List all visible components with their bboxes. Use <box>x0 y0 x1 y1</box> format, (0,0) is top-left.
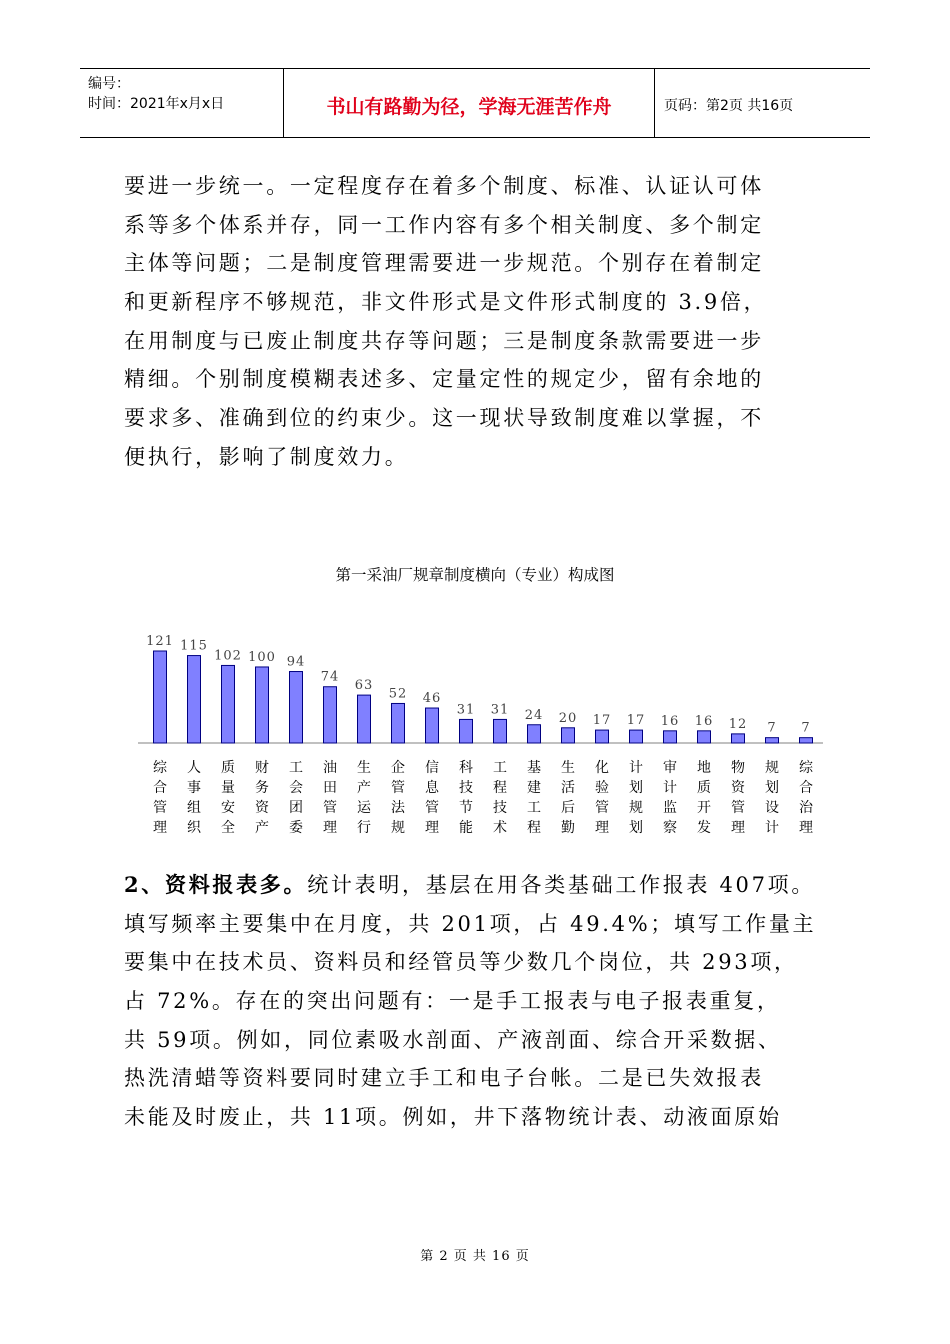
document-number-label: 编号： <box>88 76 130 92</box>
bar <box>562 728 575 743</box>
bar <box>290 672 303 743</box>
paragraph-line: 精细。个别制度模糊表述多、定量定性的规定少，留有余地的 <box>124 367 764 392</box>
bar-value-label: 100 <box>248 649 276 665</box>
category-label: 油田管理 <box>323 760 337 836</box>
category-label: 规划设计 <box>765 760 779 836</box>
bar-chart <box>0 560 950 860</box>
document-date: 时间：2021年x月x日 <box>88 96 225 112</box>
paragraph-line: 要集中在技术员、资料员和经管员等少数几个岗位，共 293项， <box>124 950 798 975</box>
bar-value-label: 17 <box>626 713 646 729</box>
paragraph-line: 在用制度与已废止制度共存等问题；三是制度条款需要进一步 <box>124 328 764 353</box>
paragraph-line: 便执行，影响了制度效力。 <box>124 444 409 469</box>
category-label: 质量安全 <box>221 760 235 836</box>
bar <box>324 687 337 743</box>
bar <box>222 665 235 743</box>
bar <box>800 738 813 743</box>
body-paragraph-1 <box>124 167 829 477</box>
paragraph-line-rest: 统计表明，基层在用各类基础工作报表 407项。 <box>307 873 816 897</box>
category-label: 生产运行 <box>357 760 371 836</box>
bar <box>426 708 439 743</box>
header-info <box>80 69 283 137</box>
bar-value-label: 115 <box>180 638 208 654</box>
category-label: 综合管理 <box>153 760 167 836</box>
bar <box>732 734 745 743</box>
bar-value-label: 24 <box>524 707 544 723</box>
bar-value-label: 31 <box>490 702 510 718</box>
paragraph-line: 占 72%。存在的突出问题有：一是手工报表与电子报表重复， <box>124 989 781 1014</box>
category-label: 企管法规 <box>391 760 405 836</box>
bar <box>256 667 269 743</box>
paragraph-line: 未能及时废止，共 11项。例如，井下落物统计表、动液面原始 <box>124 1105 782 1130</box>
bar-value-label: 12 <box>728 716 748 732</box>
bar <box>154 651 167 743</box>
bar-value-label: 52 <box>388 686 408 702</box>
bar-value-label: 17 <box>592 713 612 729</box>
header-page-info: 页码：第2页 共16页 <box>664 97 794 114</box>
bar <box>766 738 779 743</box>
category-label: 财务资产 <box>255 760 269 836</box>
paragraph-line: 共 59项。例如，同位素吸水剖面、产液剖面、综合开采数据、 <box>124 1027 782 1052</box>
bar-value-label: 16 <box>660 713 680 729</box>
section-heading: 2、资料报表多。 <box>124 872 308 897</box>
bar <box>664 731 677 743</box>
bar <box>528 725 541 743</box>
category-label: 人事组织 <box>187 760 201 836</box>
bar <box>188 656 201 743</box>
bar <box>698 731 711 743</box>
bar-value-label: 16 <box>694 713 714 729</box>
bar-value-label: 46 <box>422 691 442 707</box>
category-label: 生活后勤 <box>561 760 575 836</box>
bar-value-label: 102 <box>214 648 242 664</box>
paragraph-line: 系等多个体系并存，同一工作内容有多个相关制度、多个制定 <box>124 212 764 237</box>
paragraph-first-line <box>124 866 829 905</box>
category-label: 地质开发 <box>697 760 711 836</box>
bar <box>596 730 609 743</box>
category-label: 信息管理 <box>425 760 439 836</box>
body-paragraph-2 <box>124 866 829 1137</box>
bar <box>460 719 473 743</box>
category-label: 工会团委 <box>289 760 303 836</box>
paragraph-line: 要进一步统一。一定程度存在着多个制度、标准、认证认可体 <box>124 174 764 198</box>
paragraph-line: 热洗清蜡等资料要同时建立手工和电子台帐。二是已失效报表 <box>124 1066 764 1091</box>
category-label: 工程技术 <box>493 760 507 836</box>
chart-title: 第一采油厂规章制度横向（专业）构成图 <box>335 566 615 584</box>
category-label: 基建工程 <box>527 760 541 836</box>
category-label: 科技节能 <box>459 760 473 836</box>
bar-value-label: 63 <box>354 678 374 694</box>
bar <box>392 703 405 743</box>
bar-value-label: 20 <box>558 710 578 726</box>
bar <box>358 695 371 743</box>
page-footer: 第 2 页 共 16 页 <box>420 1249 530 1264</box>
paragraph-line: 主体等问题；二是制度管理需要进一步规范。个别存在着制定 <box>124 251 764 276</box>
bar-value-label: 7 <box>767 720 777 736</box>
bar-value-label: 121 <box>146 634 174 649</box>
category-label: 物资管理 <box>731 760 745 836</box>
page-header <box>80 68 870 138</box>
header-motto: 书山有路勤为径，学海无涯苦作舟 <box>283 69 655 137</box>
category-label: 化验管理 <box>595 760 609 836</box>
bar-value-label: 7 <box>801 720 811 736</box>
bar-value-label: 94 <box>286 654 306 670</box>
category-label: 审计监察 <box>663 760 677 836</box>
bar <box>494 719 507 743</box>
bar <box>630 730 643 743</box>
category-label: 综合治理 <box>799 760 813 836</box>
category-label: 计划规划 <box>629 760 643 836</box>
bar-value-label: 74 <box>320 669 340 685</box>
bar-value-label: 31 <box>456 702 476 718</box>
paragraph-line: 和更新程序不够规范，非文件形式是文件形式制度的 3.9倍， <box>124 290 768 315</box>
paragraph-line: 填写频率主要集中在月度，共 201项，占 49.4%；填写工作量主 <box>124 911 817 936</box>
paragraph-line: 要求多、准确到位的约束少。这一现状导致制度难以掌握，不 <box>124 406 764 431</box>
